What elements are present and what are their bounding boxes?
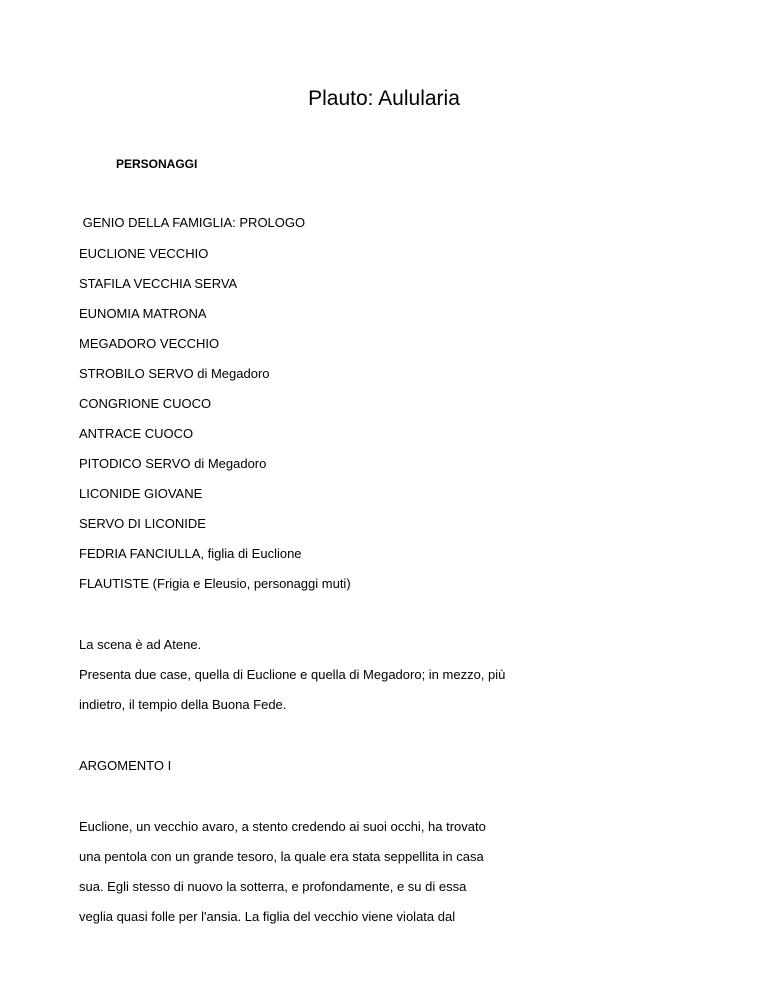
- setting-line: indietro, il tempio della Buona Fede.: [79, 697, 287, 712]
- setting-line: La scena è ad Atene.: [79, 637, 202, 652]
- character-item: ANTRACE CUOCO: [79, 426, 194, 441]
- character-item: EUNOMIA MATRONA: [79, 306, 207, 321]
- character-item: FEDRIA FANCIULLA, figlia di Euclione: [79, 546, 302, 561]
- argument-heading: ARGOMENTO I: [79, 758, 172, 773]
- document-title: Plauto: Aulularia: [308, 87, 460, 110]
- character-item: STAFILA VECCHIA SERVA: [79, 276, 238, 291]
- character-item: PITODICO SERVO di Megadoro: [79, 456, 267, 471]
- character-item: EUCLIONE VECCHIO: [79, 246, 209, 261]
- character-item: FLAUTISTE (Frigia e Eleusio, personaggi muti): [79, 576, 351, 591]
- argument-line: una pentola con un grande tesoro, la quale era stata seppellita in casa: [79, 849, 484, 864]
- argument-line: sua. Egli stesso di nuovo la sotterra, e profondamente, e su di essa: [79, 879, 467, 894]
- argument-line: Euclione, un vecchio avaro, a stento credendo ai suoi occhi, ha trovato: [79, 819, 486, 834]
- character-item: SERVO DI LICONIDE: [79, 516, 206, 531]
- characters-heading: PERSONAGGI: [116, 157, 198, 171]
- character-item: LICONIDE GIOVANE: [79, 486, 203, 501]
- setting-line: Presenta due case, quella di Euclione e quella di Megadoro; in mezzo, più: [79, 667, 506, 682]
- character-item: CONGRIONE CUOCO: [79, 396, 212, 411]
- character-item: MEGADORO VECCHIO: [79, 336, 220, 351]
- argument-line: veglia quasi folle per l'ansia. La figlia del vecchio viene violata dal: [79, 909, 456, 924]
- character-item: GENIO DELLA FAMIGLIA: PROLOGO: [79, 215, 306, 230]
- character-item: STROBILO SERVO di Megadoro: [79, 366, 270, 381]
